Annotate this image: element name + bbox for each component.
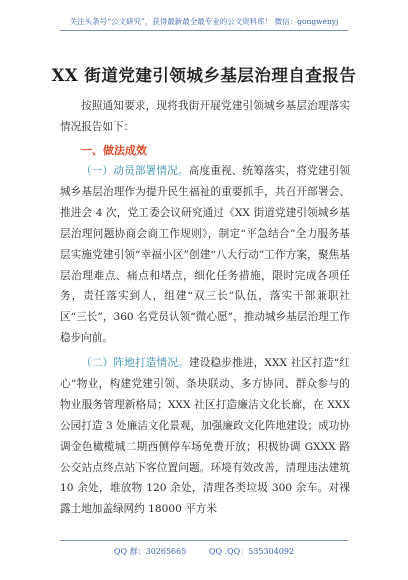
intro-paragraph: 按照通知要求，现将我街开展党建引领城乡基层治理落实情况报告如下： [60,100,350,133]
footer-banner [60,540,348,557]
paragraph-body: 高度重视、统筹落实，将党建引领城乡基层治理作为提升民生福祉的重要抓手，共召开部署会、推进会 4 次，党工委会议研究通过《XX 街道党建引领城乡基层治理问题协商会商工作规则》，制定“平急结合”全力服务基层实施党建引领“幸福小区”创建“八大行动”工作方案，聚焦基层治理难点、痛点和堵点，细化任务措施，限时完成各项任务，责任落实到人，组建“双三长”队伍，落实干部兼职社区“三长”，360 名党员认领“微心愿”，推动城乡基层治理工作稳步向前。 [60,165,351,345]
paragraph-mobilization [60,161,350,349]
paragraph-body: 建设稳步推进，XXX 社区打造“红心”物业，构建党建引领、条块联动、多方协同、群众参与的物业服务管理新格局；XXX 社区打造廉洁文化长廊，在 XXX 公园打造 3 处廉洁文化景观，加强廉政文化阵地建设；成功协调金色橄榄城二期西侧停车场免费开放；积极协调 GXXX 路公交站点终点站下客位置问题。环境有效改善，清理违法建筑 10 余处，堆放物 120 余处，清理各类垃圾 300 余车。对裸露土地加盖绿网约 18000 平方米 [60,357,350,516]
section-heading: 一、做法成效 [81,144,147,157]
document-title: XX 街道党建引领城乡基层治理自查报告 [51,66,357,85]
footer-qq: QQ .QQ：535304092 [208,547,295,556]
paragraph-lead: （一）动员部署情况。 [81,165,189,177]
paragraph-position-building [60,353,350,520]
paragraph-lead: （二）阵地打造情况。 [81,357,189,369]
header-banner: 关注头条号“公文研究”，获得最新最全最专业的公文资料库！ 微信：gongwenyj [60,16,348,31]
footer-qq-group: QQ 群：30265665 [113,547,187,556]
